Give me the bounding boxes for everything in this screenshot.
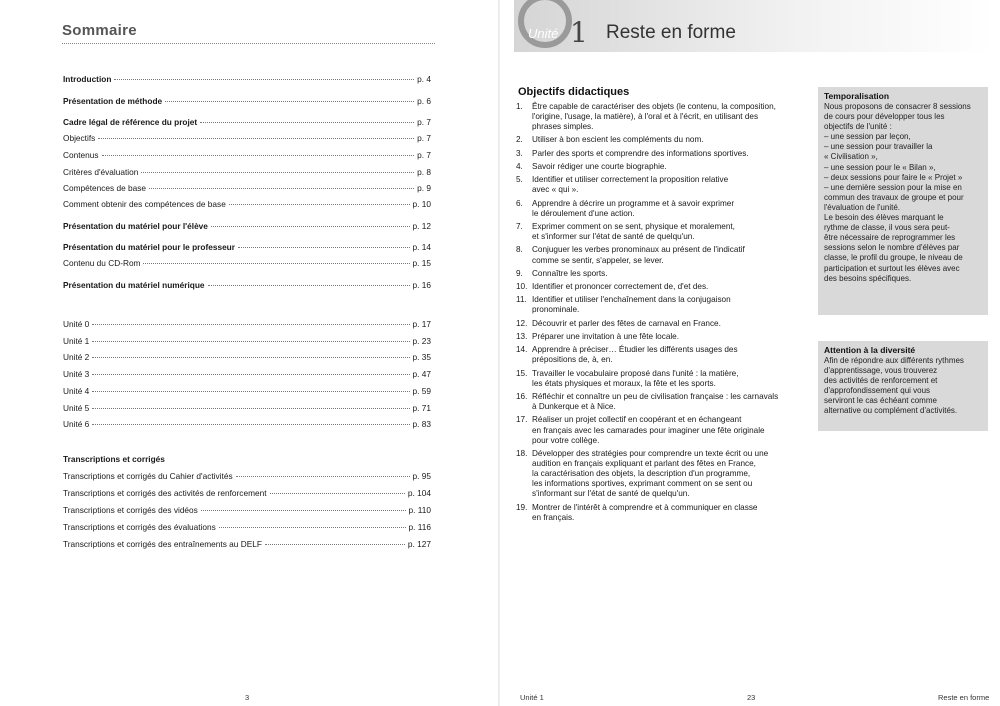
toc-entry-page: p. 23	[412, 335, 431, 346]
objective-number: 18.	[516, 448, 528, 458]
toc-entry-page: p. 7	[417, 150, 431, 160]
toc-entry-page: p. 95	[412, 471, 431, 481]
toc-entry[interactable]	[63, 403, 431, 414]
objective-number: 15.	[516, 368, 528, 378]
leader-dots	[92, 357, 409, 358]
toc-entry-label: Critères d'évaluation	[63, 167, 139, 177]
unit-banner	[514, 0, 994, 52]
unit-number: 1	[570, 16, 588, 49]
objective-text: Développer des stratégies pour comprendre un texte écrit ou une audition en français expliquant et parlant des fêtes en France, la caractérisation des objets, la description d'un programme, les informations sportives, exprimant comment on se sent ou s'informant sur l'état de santé de quelqu'un.	[532, 448, 769, 499]
leader-dots	[114, 79, 414, 80]
page-title: Sommaire	[62, 22, 137, 39]
toc-entry-page: p. 7	[417, 133, 431, 143]
leader-dots	[270, 493, 405, 494]
transcriptions-heading: Transcriptions et corrigés	[63, 454, 165, 464]
toc-entry-page: p. 110	[408, 505, 431, 515]
objective-number: 17.	[516, 415, 528, 425]
objective-number: 4.	[516, 162, 523, 172]
toc-entry[interactable]	[63, 117, 431, 128]
leader-dots	[238, 247, 410, 248]
toc-entry-page: p. 4	[417, 74, 431, 84]
toc-entry[interactable]	[63, 419, 431, 430]
toc-entry[interactable]	[63, 150, 431, 161]
toc-entry-label: Unité 6	[63, 419, 90, 430]
toc-entry-page: p. 9	[417, 183, 431, 193]
toc-entry-label: Présentation du matériel pour l'élève	[63, 221, 208, 231]
toc-entry[interactable]	[63, 471, 431, 482]
leader-dots	[165, 101, 414, 102]
toc-entry[interactable]	[63, 522, 431, 533]
toc-entry-page: p. 116	[408, 522, 431, 532]
objective-item	[516, 332, 798, 342]
temporalisation-box	[818, 87, 988, 315]
toc-entry-label: Transcriptions et corrigés du Cahier d'activités	[63, 471, 233, 481]
objective-item	[516, 503, 798, 523]
objective-item	[516, 369, 798, 389]
objective-item	[516, 449, 798, 499]
objective-item	[516, 175, 798, 195]
toc-entry-page: p. 8	[417, 167, 431, 177]
toc-entry[interactable]	[63, 183, 431, 194]
objective-text: Découvrir et parler des fêtes de carnaval en France.	[532, 318, 721, 328]
objective-text: Savoir rédiger une courte biographie.	[532, 162, 667, 172]
toc-entry[interactable]	[63, 133, 431, 144]
objective-item	[516, 319, 798, 329]
temporalisation-text: Nous proposons de consacrer 8 sessions de cours pour développer tous les objectifs de l'unité : – une session par leçon, – une session pour travailler la « Civilisation », – une session pour le « Bilan », – deux sessions pour faire le « Projet » – une dernière session pour la mise en commun des travaux de groupe et pour l'évaluation de l'unité. Le besoin des élèves marquant le rythme de classe, il vous sera peut- être nécessaire de reprogrammer les sessions selon le nombre d'élèves par classe, le profil du groupe, le niveau de participation et surtout les élèves avec des besoins spécifiques.	[824, 102, 971, 283]
toc-entry-label: Contenus	[63, 150, 99, 160]
footer-unit: Unité 1	[520, 693, 544, 702]
leader-dots	[92, 324, 409, 325]
objective-text: Réaliser un projet collectif en coopérant et en échangeant en français avec les camarades pour imaginer une fête originale pour votre collège.	[532, 415, 765, 445]
objective-number: 6.	[516, 198, 523, 208]
objective-text: Préparer une invitation à une fête locale.	[532, 332, 680, 342]
toc-entry-page: p. 15	[412, 258, 431, 268]
toc-entry-label: Transcriptions et corrigés des vidéos	[63, 505, 198, 515]
toc-entry-label: Unité 2	[63, 352, 90, 363]
objective-number: 2.	[516, 135, 523, 145]
objective-text: Montrer de l'intérêt à comprendre et à communiquer en classe en français.	[532, 502, 758, 522]
objective-number: 13.	[516, 332, 528, 342]
toc-entry-page: p. 35	[412, 352, 431, 363]
objective-item	[516, 199, 798, 219]
toc-entry-page: p. 7	[417, 117, 431, 127]
objective-number: 12.	[516, 318, 528, 328]
leader-dots	[98, 138, 414, 139]
objective-text: Apprendre à décrire un programme et à savoir exprimer le déroulement d'une action.	[532, 198, 735, 218]
objective-text: Utiliser à bon escient les compléments du nom.	[532, 135, 704, 145]
objective-item	[516, 269, 798, 279]
toc-entry-page: p. 10	[412, 199, 431, 209]
toc-entry[interactable]	[63, 539, 431, 550]
toc-entry-label: Transcriptions et corrigés des évaluations	[63, 522, 216, 532]
toc-entry[interactable]	[63, 199, 431, 210]
objective-text: Apprendre à préciser… Étudier les différents usages des prépositions de, à, en.	[532, 345, 738, 365]
objective-number: 14.	[516, 345, 528, 355]
objective-text: Conjuguer les verbes pronominaux au présent de l'indicatif comme se sentir, s'appeler, se lever.	[532, 245, 745, 265]
toc-entry-page: p. 17	[412, 319, 431, 329]
toc-entry-label: Introduction	[63, 74, 112, 84]
toc-entry[interactable]	[63, 488, 431, 499]
toc-entry[interactable]	[63, 386, 431, 397]
toc-entry-label: Présentation du matériel pour le professeur	[63, 242, 235, 252]
toc-entry[interactable]	[63, 280, 431, 291]
toc-entry-page: p. 71	[412, 402, 431, 413]
toc-entry[interactable]	[63, 352, 431, 363]
objective-item	[516, 345, 798, 365]
toc-entry-label: Objectifs	[63, 133, 96, 143]
footer-title: Reste en forme	[938, 693, 990, 702]
objective-text: Être capable de caractériser des objets (le contenu, la composition, l'origine, l'usage, la matière), à l'oral et à l'écrit, en utilisant des phrases simples.	[532, 102, 776, 132]
leader-dots	[102, 155, 415, 156]
toc-entry-label: Comment obtenir des compétences de base	[63, 199, 226, 209]
toc-entry-label: Cadre légal de référence du projet	[63, 117, 198, 127]
objective-text: Réfléchir et connaître un peu de civilisation française : les carnavals à Dunkerque et à Nice.	[532, 392, 779, 412]
leader-dots	[92, 374, 409, 375]
leader-dots	[92, 341, 409, 342]
leader-dots	[201, 510, 406, 511]
objective-number: 16.	[516, 392, 528, 402]
toc-entry-label: Présentation de méthode	[63, 96, 163, 106]
objective-text: Identifier et utiliser l'enchaînement dans la conjugaison pronominale.	[532, 295, 731, 315]
toc-entry[interactable]	[63, 167, 431, 178]
objective-number: 7.	[516, 222, 523, 232]
toc-entry-label: Compétences de base	[63, 183, 147, 193]
toc-entry-page: p. 16	[412, 280, 431, 290]
leader-dots	[92, 408, 409, 409]
toc-entry[interactable]	[63, 221, 431, 232]
objective-number: 3.	[516, 148, 523, 158]
objective-number: 11.	[516, 295, 527, 305]
objective-text: Identifier et prononcer correctement de, d'et des.	[532, 282, 709, 292]
objective-number: 10.	[516, 282, 528, 292]
objective-item	[516, 102, 798, 132]
unit-title: Reste en forme	[606, 22, 736, 43]
objective-text: Travailler le vocabulaire proposé dans l'unité : la matière, les états physiques et moraux, la fête et les sports.	[532, 368, 739, 388]
unit-label: Unité	[528, 26, 559, 41]
toc-entry-label: Contenu du CD-Rom	[63, 258, 141, 268]
toc-entry[interactable]	[63, 336, 431, 347]
objective-number: 19.	[516, 502, 528, 512]
title-divider	[62, 43, 435, 45]
leader-dots	[141, 172, 414, 173]
temporalisation-title: Temporalisation	[824, 91, 890, 101]
leader-dots	[229, 204, 410, 205]
objective-item	[516, 282, 798, 292]
leader-dots	[219, 527, 406, 528]
toc-entry[interactable]	[63, 242, 431, 253]
diversity-title: Attention à la diversité	[824, 345, 916, 355]
toc-entry-label: Transcriptions et corrigés des activités de renforcement	[63, 488, 267, 498]
objective-number: 8.	[516, 245, 523, 255]
objective-text: Exprimer comment on se sent, physique et moralement, et s'informer sur l'état de santé de quelqu'un.	[532, 222, 735, 242]
toc-entry-label: Présentation du matériel numérique	[63, 280, 205, 290]
leader-dots	[143, 263, 409, 264]
toc-entry-page: p. 104	[407, 488, 431, 498]
toc-entry-label: Unité 0	[63, 319, 90, 329]
toc-entry[interactable]	[63, 505, 431, 516]
toc-entry-page: p. 127	[407, 539, 431, 549]
objective-item	[516, 149, 798, 159]
toc-entry[interactable]	[63, 319, 431, 330]
leader-dots	[92, 424, 409, 425]
objective-item	[516, 415, 798, 445]
objective-number: 5.	[516, 175, 523, 185]
toc-entry-page: p. 59	[412, 385, 431, 396]
page-number: 3	[245, 693, 250, 702]
leader-dots	[149, 188, 414, 189]
leader-dots	[236, 476, 410, 477]
toc-entry[interactable]	[63, 96, 431, 107]
toc-entry-label: Unité 1	[63, 335, 90, 346]
toc-entry-label: Unité 3	[63, 369, 90, 380]
toc-entry[interactable]	[63, 369, 431, 380]
objective-item	[516, 135, 798, 145]
page-number: 23	[747, 693, 756, 702]
leader-dots	[265, 544, 405, 545]
toc-entry-label: Unité 5	[63, 402, 90, 413]
objective-item	[516, 222, 798, 242]
objectives-title: Objectifs didactiques	[518, 86, 630, 98]
toc-entry[interactable]	[63, 74, 431, 85]
toc-entry[interactable]	[63, 258, 431, 269]
toc-entry-page: p. 83	[412, 419, 431, 430]
objective-item	[516, 295, 798, 315]
objective-text: Parler des sports et comprendre des informations sportives.	[532, 148, 749, 158]
leader-dots	[92, 391, 409, 392]
objective-text: Identifier et utiliser correctement la proposition relative avec « qui ».	[532, 175, 729, 195]
leader-dots	[211, 226, 410, 227]
toc-entry-page: p. 6	[417, 96, 431, 106]
objective-number: 1.	[516, 102, 523, 111]
objective-item	[516, 245, 798, 265]
toc-entry-label: Transcriptions et corrigés des entraînements au DELF	[63, 539, 262, 549]
toc-entry-page: p. 47	[412, 369, 431, 380]
diversity-box	[818, 341, 988, 431]
objectives-list	[516, 102, 798, 526]
toc-entry-label: Unité 4	[63, 385, 90, 396]
objective-text: Connaître les sports.	[532, 268, 608, 278]
toc-entry-page: p. 12	[412, 221, 431, 231]
diversity-text: Afin de répondre aux différents rythmes d'apprentissage, vous trouverez des activités de renforcement et d'approfondissement qui vous serviront le cas échéant comme alternative ou complément d'activités.	[824, 356, 964, 416]
leader-dots	[208, 285, 410, 286]
objective-item	[516, 162, 798, 172]
objective-item	[516, 392, 798, 412]
objective-number: 9.	[516, 268, 523, 278]
leader-dots	[200, 122, 414, 123]
toc-entry-page: p. 14	[412, 242, 431, 252]
